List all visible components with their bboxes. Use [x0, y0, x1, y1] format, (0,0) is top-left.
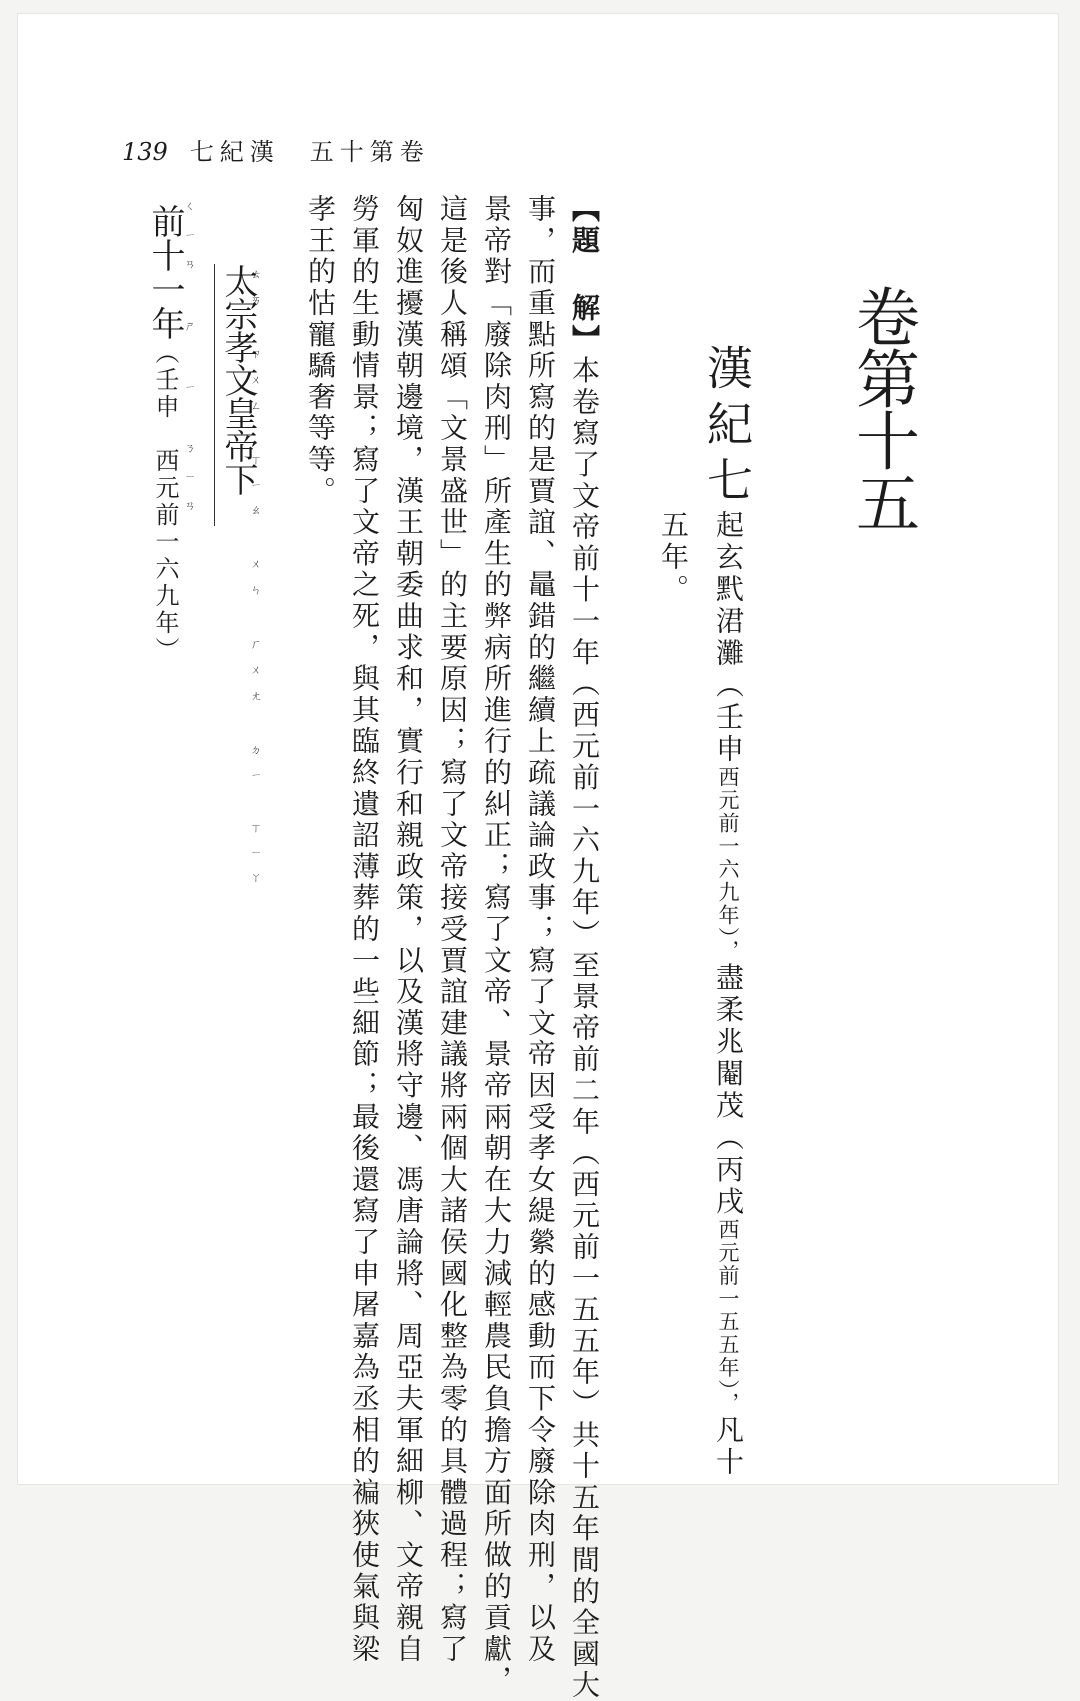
running-title: 七紀漢 五十第卷 [189, 138, 430, 166]
emperor-title: 太宗孝文皇帝下 [214, 264, 255, 526]
introduction-block [304, 194, 614, 1701]
intro-column-7: 孝王的怙寵驕奢等等。 [304, 194, 337, 507]
range-start-year: 西元前一六九年）， [716, 766, 740, 963]
range-duration: 凡十 [712, 1415, 745, 1479]
year-entry [145, 204, 185, 664]
emperor-phonetic: ㄊㄞ ㄗㄨㄥ ㄒㄧㄠ ㄨㄣ ㄏㄨㄤ ㄉㄧ ㄒㄧㄚ [249, 268, 262, 898]
range-end: 盡柔兆閹茂（丙戌 [712, 962, 745, 1219]
section-title: 漢紀七 [700, 344, 754, 512]
intro-column-3: 景帝對「廢除肉刑」所產生的弊病所進行的糾正；寫了文帝、景帝兩朝在大力減輕農民負擔方面所做的貢獻， [480, 194, 513, 1697]
year-phonetic: ㄑㄧㄢ ㄕ ㄧ ㄋㄧㄢ [183, 200, 196, 530]
range-start: 起玄黓涒灘（壬申 [712, 510, 745, 766]
year-annotation: （壬申 西元前一六九年） [151, 340, 179, 664]
intro-column-1: 【題 解】本卷寫了文帝前十一年（西元前一六九年）至景帝前二年（西元前一五五年）共十五年間的全國大 [568, 194, 601, 1701]
volume-title: 卷第十五 [845, 284, 919, 532]
page-header [122, 132, 430, 167]
intro-column-4: 這是後人稱頌「文景盛世」的主要原因；寫了文帝接受賈誼建議將兩個大諸侯國化整為零的具體過程；寫了 [436, 194, 469, 1666]
range-line-2: 五年。 [657, 510, 690, 606]
range-line-1 [712, 510, 745, 1479]
year-label: 前十一年 [145, 204, 185, 340]
range-end-year: 西元前一五五年）， [716, 1218, 740, 1415]
intro-column-5: 匈奴進擾漢朝邊境，漢王朝委曲求和，實行和親政策，以及漢將守邊、馮唐論將、周亞夫軍細柳、文帝親自 [392, 194, 425, 1666]
intro-column-2: 事，而重點所寫的是賈誼、鼂錯的繼續上疏議論政事；寫了文帝因受孝女緹縈的感動而下令廢除肉刑，以及 [524, 194, 557, 1666]
book-page [18, 14, 1058, 1701]
page-number: 139 [122, 138, 168, 166]
intro-column-6: 勞軍的生動情景；寫了文帝之死，與其臨終遺詔薄葬的一些細節；最後還寫了申屠嘉為丞相的褊狹使氣與梁 [348, 194, 381, 1666]
intro-label: 【題 解】 [568, 194, 601, 356]
